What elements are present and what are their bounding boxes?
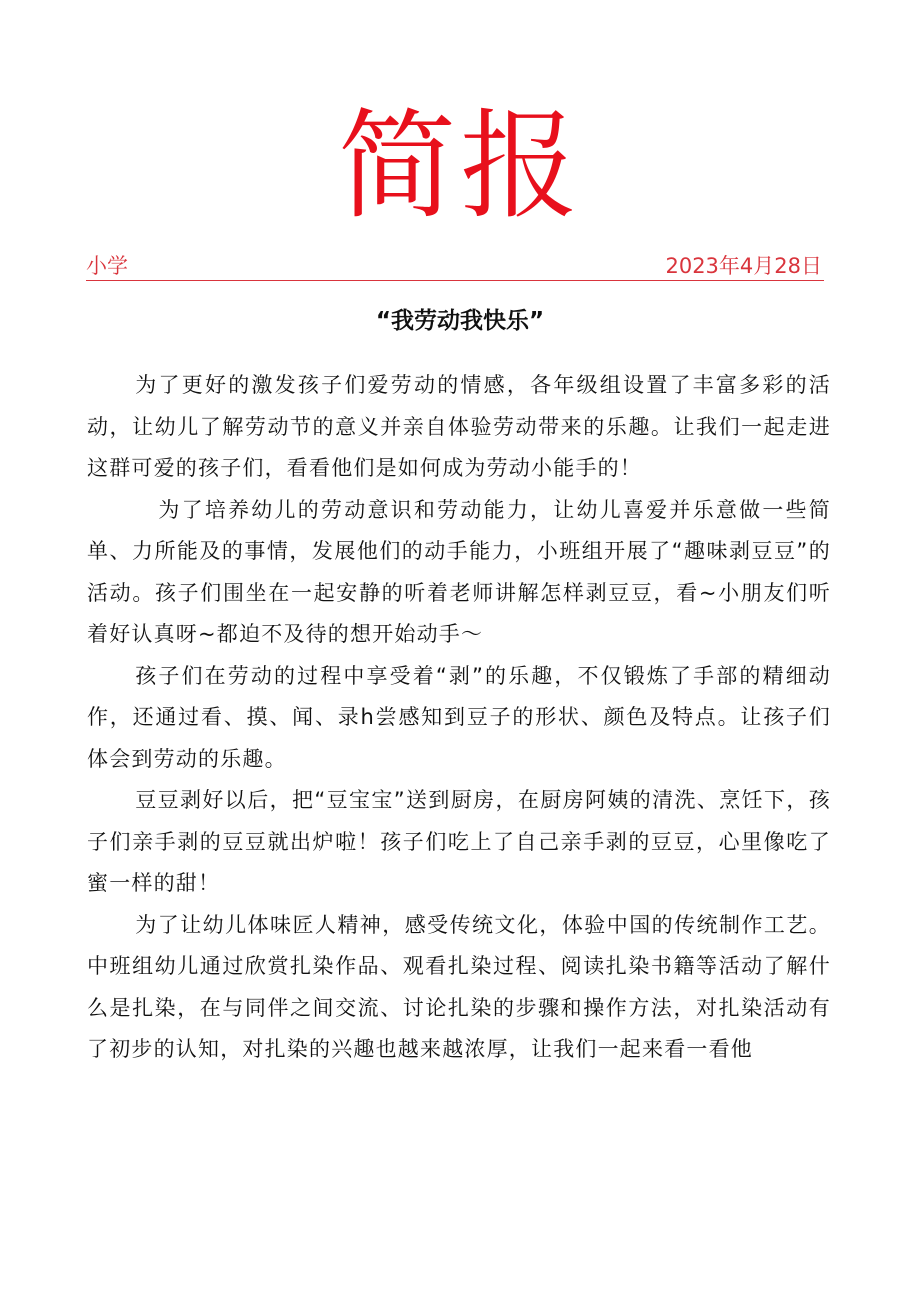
article-title: “我劳动我快乐” [375,308,545,334]
school-name: 小学 [86,254,128,278]
publish-date: 2023年4月28日 [665,254,822,278]
meta-row [86,252,824,281]
paragraph: 为了培养幼儿的劳动意识和劳动能力，让幼儿喜爱并乐意做一些简单、力所能及的事情，发展他们的动手能力，小班组开展了“趣味剥豆豆”的活动。孩子们围坐在一起安静的听着老师讲解怎样剥豆豆，看~小朋友们听着好认真呀~都迫不及待的想开始动手～ [87,497,831,646]
paragraph: 豆豆剥好以后，把“豆宝宝”送到厨房，在厨房阿姨的清洗、烹饪下，孩子们亲手剥的豆豆就出炉啦！孩子们吃上了自己亲手剥的豆豆，心里像吃了蜜一样的甜！ [87,788,831,895]
paragraph: 孩子们在劳动的过程中享受着“剥”的乐趣，不仅锻炼了手部的精细动作，还通过看、摸、闻、录h尝感知到豆子的形状、颜色及特点。让孩子们体会到劳动的乐趣。 [87,663,831,771]
masthead-title: 简报 [337,97,582,235]
paragraph: 为了更好的激发孩子们爱劳动的情感，各年级组设置了丰富多彩的活动，让幼儿了解劳动节的意义并亲自体验劳动带来的乐趣。让我们一起走进这群可爱的孩子们，看看他们是如何成为劳动小能手的！ [87,373,831,480]
paragraph: 为了让幼儿体味匠人精神，感受传统文化，体验中国的传统制作工艺。中班组幼儿通过欣赏扎染作品、观看扎染过程、阅读扎染书籍等活动了解什么是扎染，在与同伴之间交流、讨论扎染的步骤和操作方法，对扎染活动有了初步的认知，对扎染的兴趣也越来越浓厚，让我们一起来看一看他 [87,912,831,1061]
article-body [87,365,831,1071]
